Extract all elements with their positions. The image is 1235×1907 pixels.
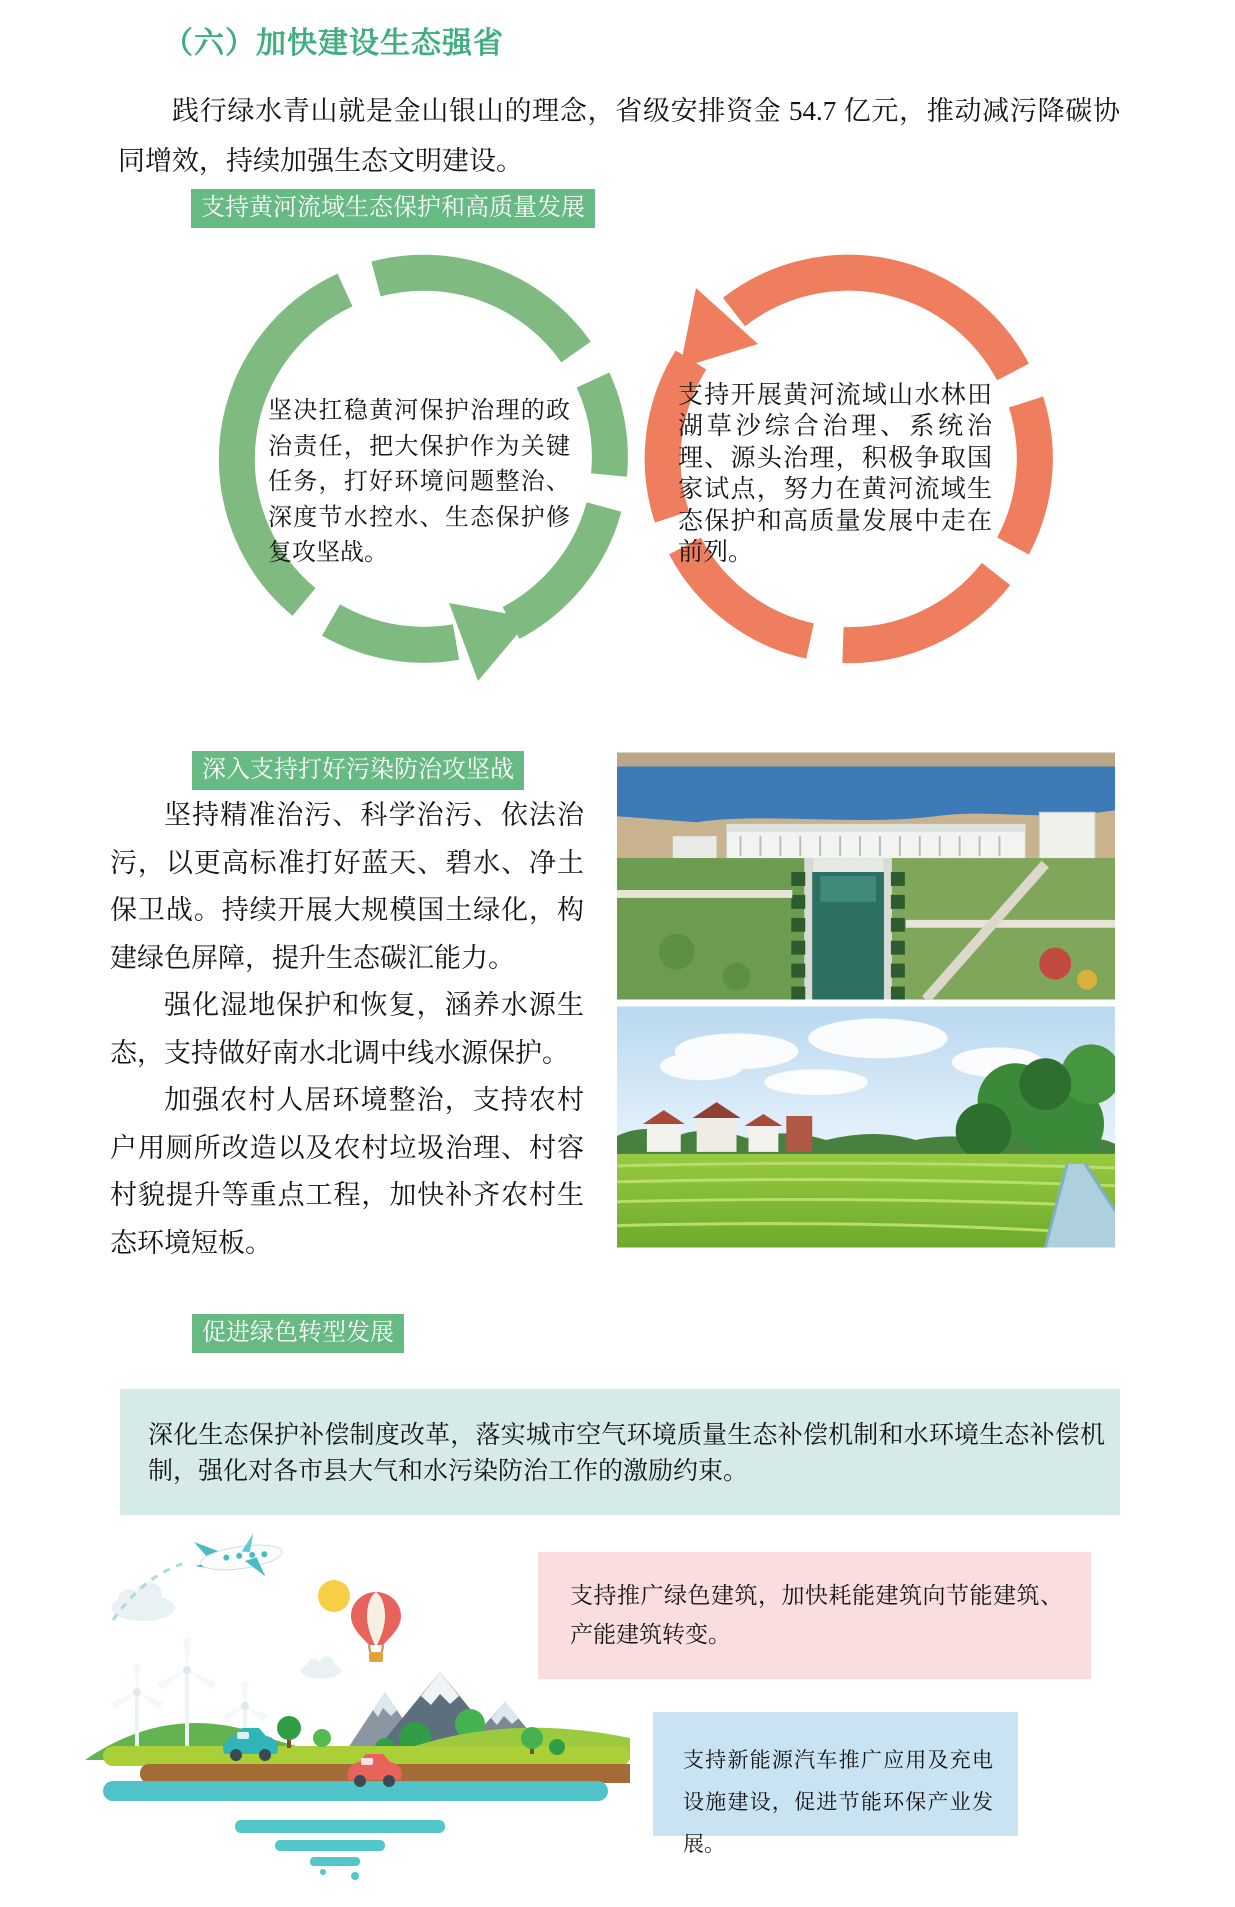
photo-lawn-shrub [659, 934, 695, 970]
tag-yellow-river: 支持黄河流域生态保护和高质量发展 [191, 189, 595, 228]
sun-icon [318, 1580, 350, 1612]
pollution-para-3: 加强农村人居环境整治，支持农村户用厕所改造以及农村垃圾治理、村容村貌提升等重点工程，加快补齐农村生态环境短板。 [110, 1085, 584, 1258]
yellow-river-cycle-diagram [0, 230, 1235, 740]
photo-side-building [673, 836, 717, 858]
photo-far-shore [617, 752, 1115, 768]
green-circle-text: 坚决扛稳黄河保护治理的政治责任，把大保护作为关键任务，打好环境问题整治、深度节水控水、生态保护修复攻坚战。 [268, 398, 570, 566]
green-building-box: 支持推广绿色建筑，加快耗能建筑向节能建筑、产能建筑转变。 [538, 1552, 1091, 1679]
photo-flowerbed-2 [1077, 970, 1097, 990]
tag-green-transition: 促进绿色转型发展 [192, 1314, 404, 1353]
intro-paragraph: 践行绿水青山就是金山银山的理念，省级安排资金 54.7 亿元，推动减污降碳协同增效，持续加强生态文明建设。 [118, 96, 1120, 176]
new-energy-box: 支持新能源汽车推广应用及充电设施建设，促进节能环保产业发展。 [653, 1712, 1018, 1836]
photo-canal-wall-right [884, 858, 892, 999]
field-photo [617, 1006, 1115, 1248]
photo-dam-roof [727, 824, 1026, 832]
photo-canal-wall-left [804, 858, 812, 999]
dam-photo [617, 752, 1115, 1000]
compensation-box: 深化生态保护补偿制度改革，落实城市空气环境质量生态补偿机制和水环境生态补偿机制，强化对各市县大气和水污染防治工作的激励约束。 [120, 1389, 1120, 1515]
water-drips [235, 1820, 445, 1880]
photo-weir-foam [820, 876, 876, 902]
plane-icon [192, 1530, 285, 1586]
photo-pavilion [1039, 812, 1095, 860]
pollution-para-2: 强化湿地保护和恢复，涵养水源生态，支持做好南水北调中线水源保护。 [110, 990, 584, 1068]
photo-left-bank [617, 858, 806, 999]
tag-pollution: 深入支持打好污染防治攻坚战 [192, 751, 524, 790]
photo-flowerbed [1039, 948, 1071, 980]
photo-weir [812, 858, 884, 872]
photo-lawn-shrub-2 [723, 963, 751, 991]
orange-circle-text: 支持开展黄河流域山水林田湖草沙综合治理、系统治理、源头治理，积极争取国家试点，努力在黄河流域生态保护和高质量发展中走在前列。 [678, 382, 992, 567]
cloud-small-icon [301, 1656, 342, 1678]
hot-air-balloon-icon [351, 1592, 401, 1662]
pollution-paragraphs [110, 792, 584, 1267]
pollution-para-1: 坚持精准治污、科学治污、依法治污，以更高标准打好蓝天、碧水、净土保卫战。持续开展大规模国土绿化，构建绿色屏障，提升生态碳汇能力。 [110, 800, 584, 973]
section-title: （六）加快建设生态强省 [163, 27, 504, 60]
